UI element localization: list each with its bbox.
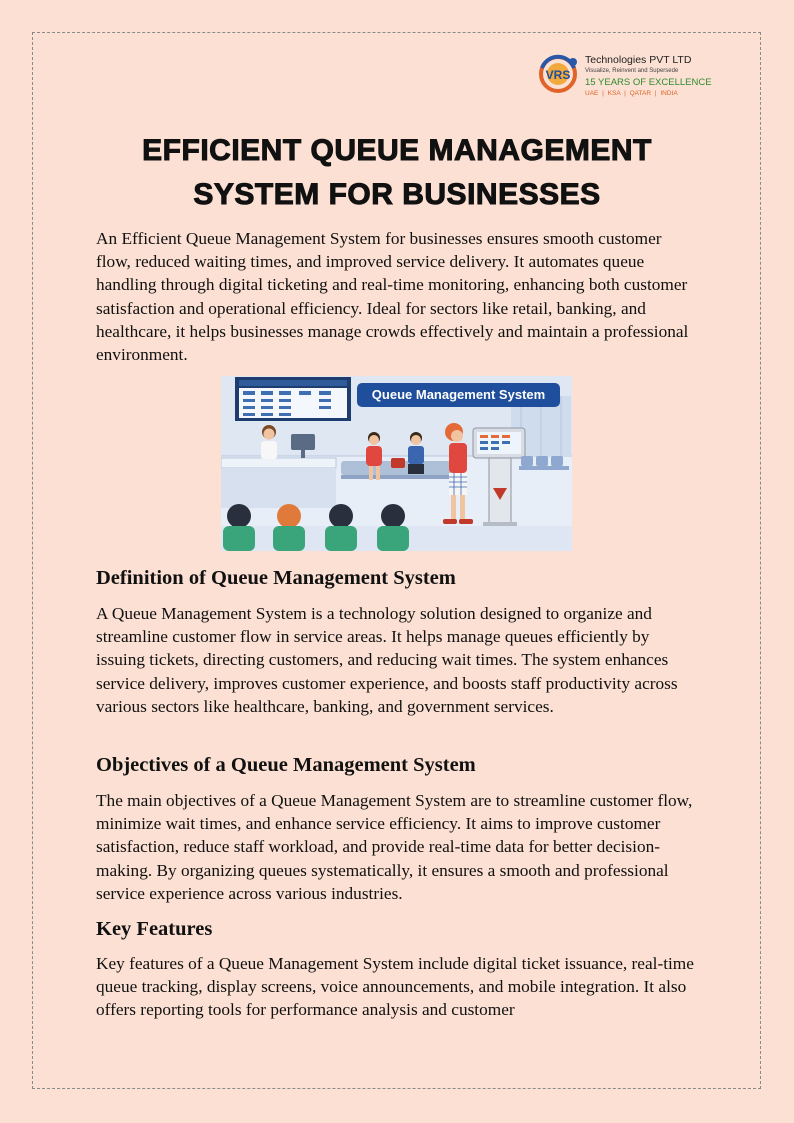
definition-heading: Definition of Queue Management System (96, 567, 456, 589)
illustration-label: Queue Management System (357, 383, 560, 407)
queue-illustration (221, 376, 572, 551)
logo-mark-text: VRS (545, 68, 571, 82)
objectives-heading: Objectives of a Queue Management System (96, 754, 476, 776)
intro-paragraph: An Efficient Queue Management System for businesses ensures smooth customer flow, reduced waiting times, and improved service delivery. It automates queue handling through digital ticketing and real-time monitoring, enhancing both customer satisfaction and operational efficiency. Ideal for sectors like retail, banking, and healthcare, it helps businesses manage crowds effectively and maintain a professional environment. (96, 229, 689, 365)
vrs-logo-icon (536, 54, 582, 94)
page-title-line-2: SYSTEM FOR BUSINESSES (193, 178, 601, 211)
logo-years-text: 15 YEARS OF EXCELLENCE (585, 77, 712, 88)
key-features-heading: Key Features (96, 918, 213, 940)
page-title-line-1: EFFICIENT QUEUE MANAGEMENT (142, 134, 652, 167)
key-features-paragraph: Key features of a Queue Management System include digital ticket issuance, real-time queue tracking, display screens, voice announcements, and mobile integration. It also offers reporting tools for performance analysis and customer (96, 954, 694, 1020)
logo-company-name: Technologies PVT LTD (585, 54, 692, 66)
logo-tagline: Visualize, Reinvent and Supersede (585, 68, 679, 74)
company-logo (536, 52, 736, 100)
objectives-paragraph: The main objectives of a Queue Management System are to streamline customer flow, minimize wait times, and enhance service efficiency. It aims to improve customer satisfaction, reduce staff workload, and provide real-time data for better decision-making. By organizing queues systematically, it ensures a smooth and professional service experience across various industries. (96, 791, 693, 903)
logo-regions: UAE | KSA | QATAR | INDIA (585, 90, 678, 97)
definition-paragraph: A Queue Management System is a technology solution designed to organize and streamline customer flow in service areas. It helps manage queues efficiently by issuing tickets, directing customers, and reducing wait times. The system enhances service delivery, improves customer experience, and boosts staff productivity across various sectors like healthcare, banking, and government services. (96, 604, 678, 716)
